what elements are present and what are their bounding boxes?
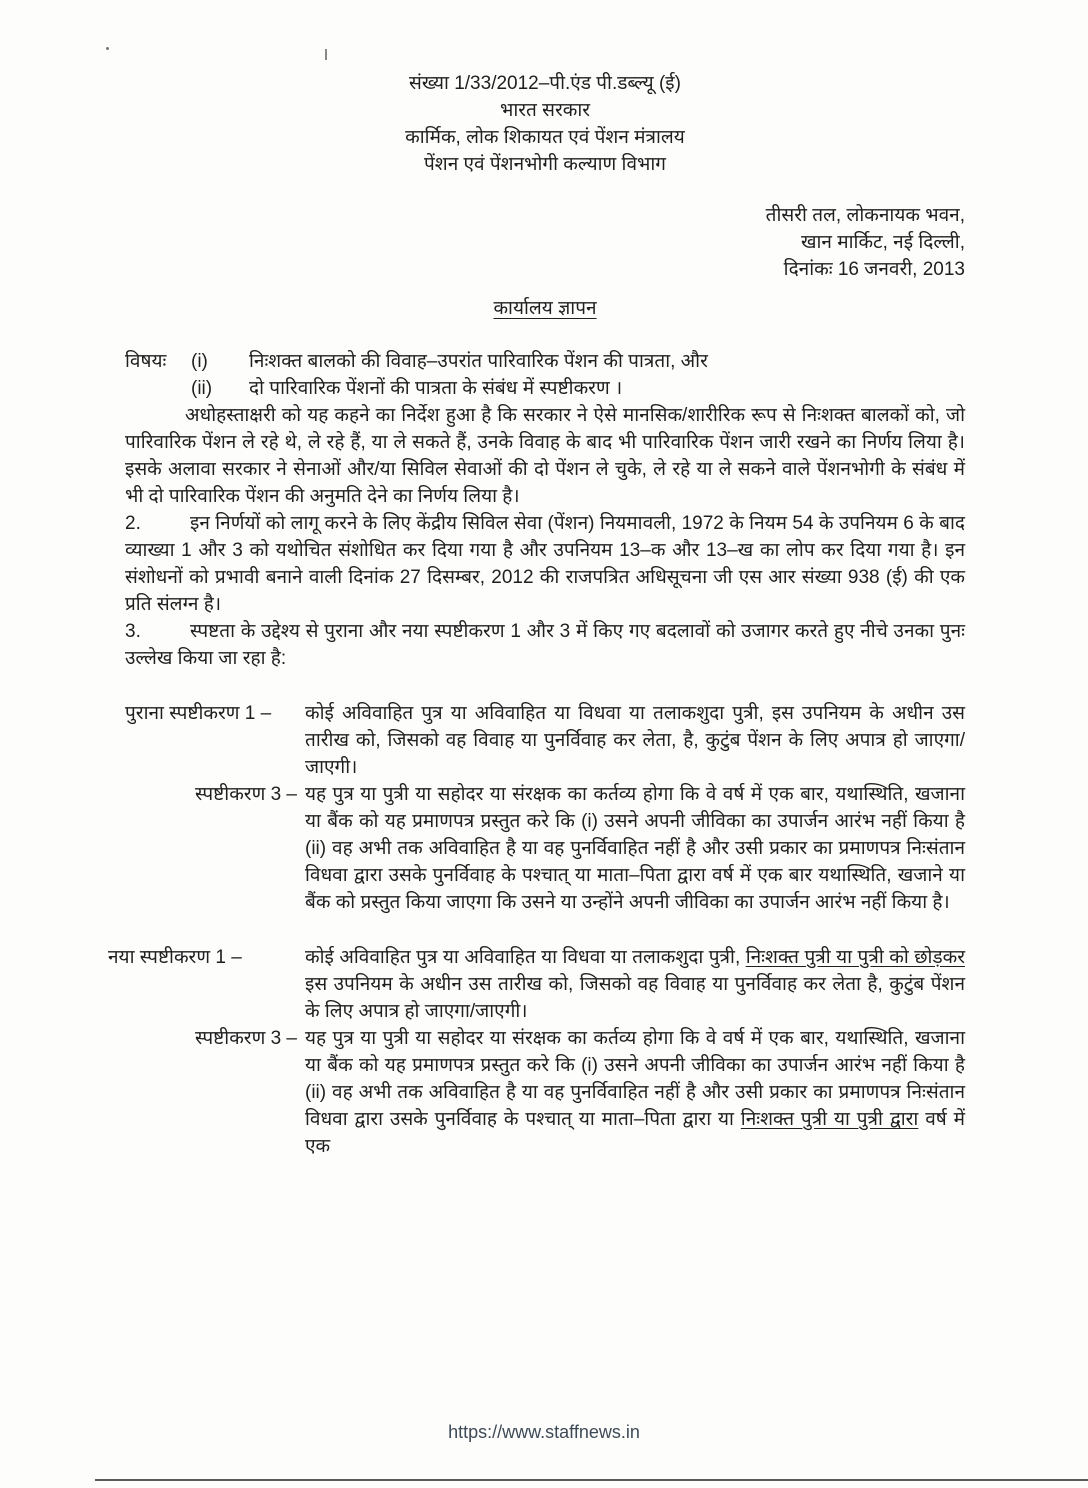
scan-artifact-tick xyxy=(325,49,327,60)
bottom-rule xyxy=(95,1479,1088,1481)
old-explanation-3 xyxy=(125,781,965,916)
ministry-line: कार्मिक, लोक शिकायत एवं पेंशन मंत्रालय xyxy=(405,127,685,148)
department-line: पेंशन एवं पेंशनभोगी कल्याण विभाग xyxy=(423,154,666,175)
address-line-2: खान मार्किट, नई दिल्ली, xyxy=(800,232,965,253)
subject-item-text: दो पारिवारिक पेंशनों की पात्रता के संबंध में स्पष्टीकरण । xyxy=(249,378,623,399)
subject-label-spacer xyxy=(125,375,191,402)
scan-artifact-dot xyxy=(106,47,109,50)
old-explanation-3-label: स्पष्टीकरण 3 – xyxy=(195,784,297,805)
subject-item-2 xyxy=(125,375,965,402)
old-explanation-1 xyxy=(125,700,965,781)
paragraph-1-text: अधोहस्ताक्षरी को यह कहने का निर्देश हुआ है कि सरकार ने ऐसे मानसिक/शारीरिक रूप से निःशक्त बालकों को, जो पारिवारिक पेंशन ले रहे थे, ले रहे हैं, या ले सकते हैं, उनके विवाह के बाद भी पारिवारिक पेंशन जारी रखने का निर्णय लिया है। इसके अलावा सरकार ने सेनाओं और/या सिविल सेवाओं की दो पेंशन ले चुके, ले रहे या ले सकने वाले पेंशनभोगी के संबंध में भी दो पारिवारिक पेंशन की अनुमति देने का निर्णय लिया है। xyxy=(125,405,965,507)
address-line-1: तीसरी तल, लोकनायक भवन, xyxy=(765,205,965,226)
underlined-phrase: निःशक्त पुत्री या पुत्री को छोड़कर xyxy=(745,947,965,968)
new-explanation-1-label: नया स्पष्टीकरण 1 – xyxy=(108,947,242,968)
paragraph-2-text: इन निर्णयों को लागू करने के लिए केंद्रीय सिविल सेवा (पेंशन) नियमावली, 1972 के नियम 54 के उपनियम 6 के बाद व्याख्या 1 और 3 को यथोचित संशोधित कर दिया गया है और उपनियम 13–क और 13–ख का लोप कर दिया गया है। इन संशोधनों को प्रभावी बनाने वाली दिनांक 27 दिसम्बर, 2012 की राजपत्रित अधिसूचना जी एस आर संख्या 938 (ई) की एक प्रति संलग्न है। xyxy=(125,513,965,615)
paragraph-3-number: 3. xyxy=(125,621,141,642)
old-explanation-3-text: यह पुत्र या पुत्री या सहोदर या संरक्षक का कर्तव्य होगा कि वे वर्ष में एक बार, यथास्थिति, खजाना या बैंक को यह प्रमाणपत्र प्रस्तुत करे कि (i) उसने अपनी जीविका का उपार्जन आरंभ नहीं किया है (ii) वह अभी तक अविवाहित है या वह पुनर्विवाहित नहीं है और उसी प्रकार का प्रमाणपत्र निःसंतान विधवा द्वारा उसके पुनर्विवाह के पश्चात् या माता–पिता द्वारा वर्ष में एक बार यथास्थिति, खजाने या बैंक को प्रस्तुत किया जाएगा कि उसने या उन्होंने अपनी जीविका का उपार्जन आरंभ नहीं किया है। xyxy=(305,784,965,913)
doc-number-line: संख्या 1/33/2012–पी.एंड पी.डब्ल्यू (ई) xyxy=(409,73,681,94)
new-explanation-1-text: कोई अविवाहित पुत्र या अविवाहित या विधवा या तलाकशुदा पुत्री, निःशक्त पुत्री या पुत्री को छोड़कर इस उपनियम के अधीन उस तारीख को, जिसको वह विवाह या पुनर्विवाह कर लेता है, कुटुंब पेंशन के लिए अपात्र हो जाएगा/जाएगी। xyxy=(305,947,965,1022)
subject-item-number: (i) xyxy=(191,351,208,372)
subject-item-number: (ii) xyxy=(191,378,213,399)
paragraph-3 xyxy=(125,618,965,672)
subject-item-1 xyxy=(125,348,965,375)
government-line: भारत सरकार xyxy=(499,100,591,121)
new-explanation-1 xyxy=(108,944,965,1025)
old-explanation-1-text: कोई अविवाहित पुत्र या अविवाहित या विधवा या तलाकशुदा पुत्री, इस उपनियम के अधीन उस तारीख को, जिसको वह विवाह या पुनर्विवाह कर लेता, है, कुटुंब पेंशन के लिए अपात्र हो जाएगा/जाएगी। xyxy=(305,703,965,778)
new-explanation-3-label: स्पष्टीकरण 3 – xyxy=(195,1028,297,1049)
footer-link[interactable]: https://www.staffnews.in xyxy=(448,1422,640,1442)
subject-block xyxy=(125,348,965,402)
subject-item-text: निःशक्त बालको की विवाह–उपरांत पारिवारिक पेंशन की पात्रता, और xyxy=(249,351,708,372)
paragraph-3-text: स्पष्टता के उद्देश्य से पुराना और नया स्पष्टीकरण 1 और 3 में किए गए बदलावों को उजागर करते हुए नीचे उनका पुनः उल्लेख किया जा रहा है: xyxy=(125,621,965,669)
date-line: दिनांकः 16 जनवरी, 2013 xyxy=(783,259,965,280)
old-explanation-1-label: पुराना स्पष्टीकरण 1 – xyxy=(125,703,272,724)
subject-label: विषयः xyxy=(125,351,167,372)
paragraph-2-number: 2. xyxy=(125,513,141,534)
new-explanation-3 xyxy=(125,1025,965,1160)
paragraph-2 xyxy=(125,510,965,618)
address-block xyxy=(125,202,965,283)
underlined-phrase: निःशक्त पुत्री या पुत्री द्वारा xyxy=(740,1109,919,1130)
memo-title: कार्यालय ज्ञापन xyxy=(493,298,597,319)
new-explanation-3-text: यह पुत्र या पुत्री या सहोदर या संरक्षक का कर्तव्य होगा कि वे वर्ष में एक बार, यथास्थिति, खजाना या बैंक को यह प्रमाणपत्र प्रस्तुत करे कि (i) उसने अपनी जीविका का उपार्जन आरंभ नहीं किया है (ii) वह अभी तक अविवाहित है या वह पुनर्विवाहित नहीं है और उसी प्रकार का प्रमाणपत्र निःसंतान विधवा द्वारा उसके पुनर्विवाह के पश्चात् या माता–पिता द्वारा या निःशक्त पुत्री या पुत्री द्वारा वर्ष में एक xyxy=(305,1028,965,1157)
footer xyxy=(0,1419,1088,1446)
doc-header xyxy=(125,70,965,178)
paragraph-1 xyxy=(125,402,965,510)
